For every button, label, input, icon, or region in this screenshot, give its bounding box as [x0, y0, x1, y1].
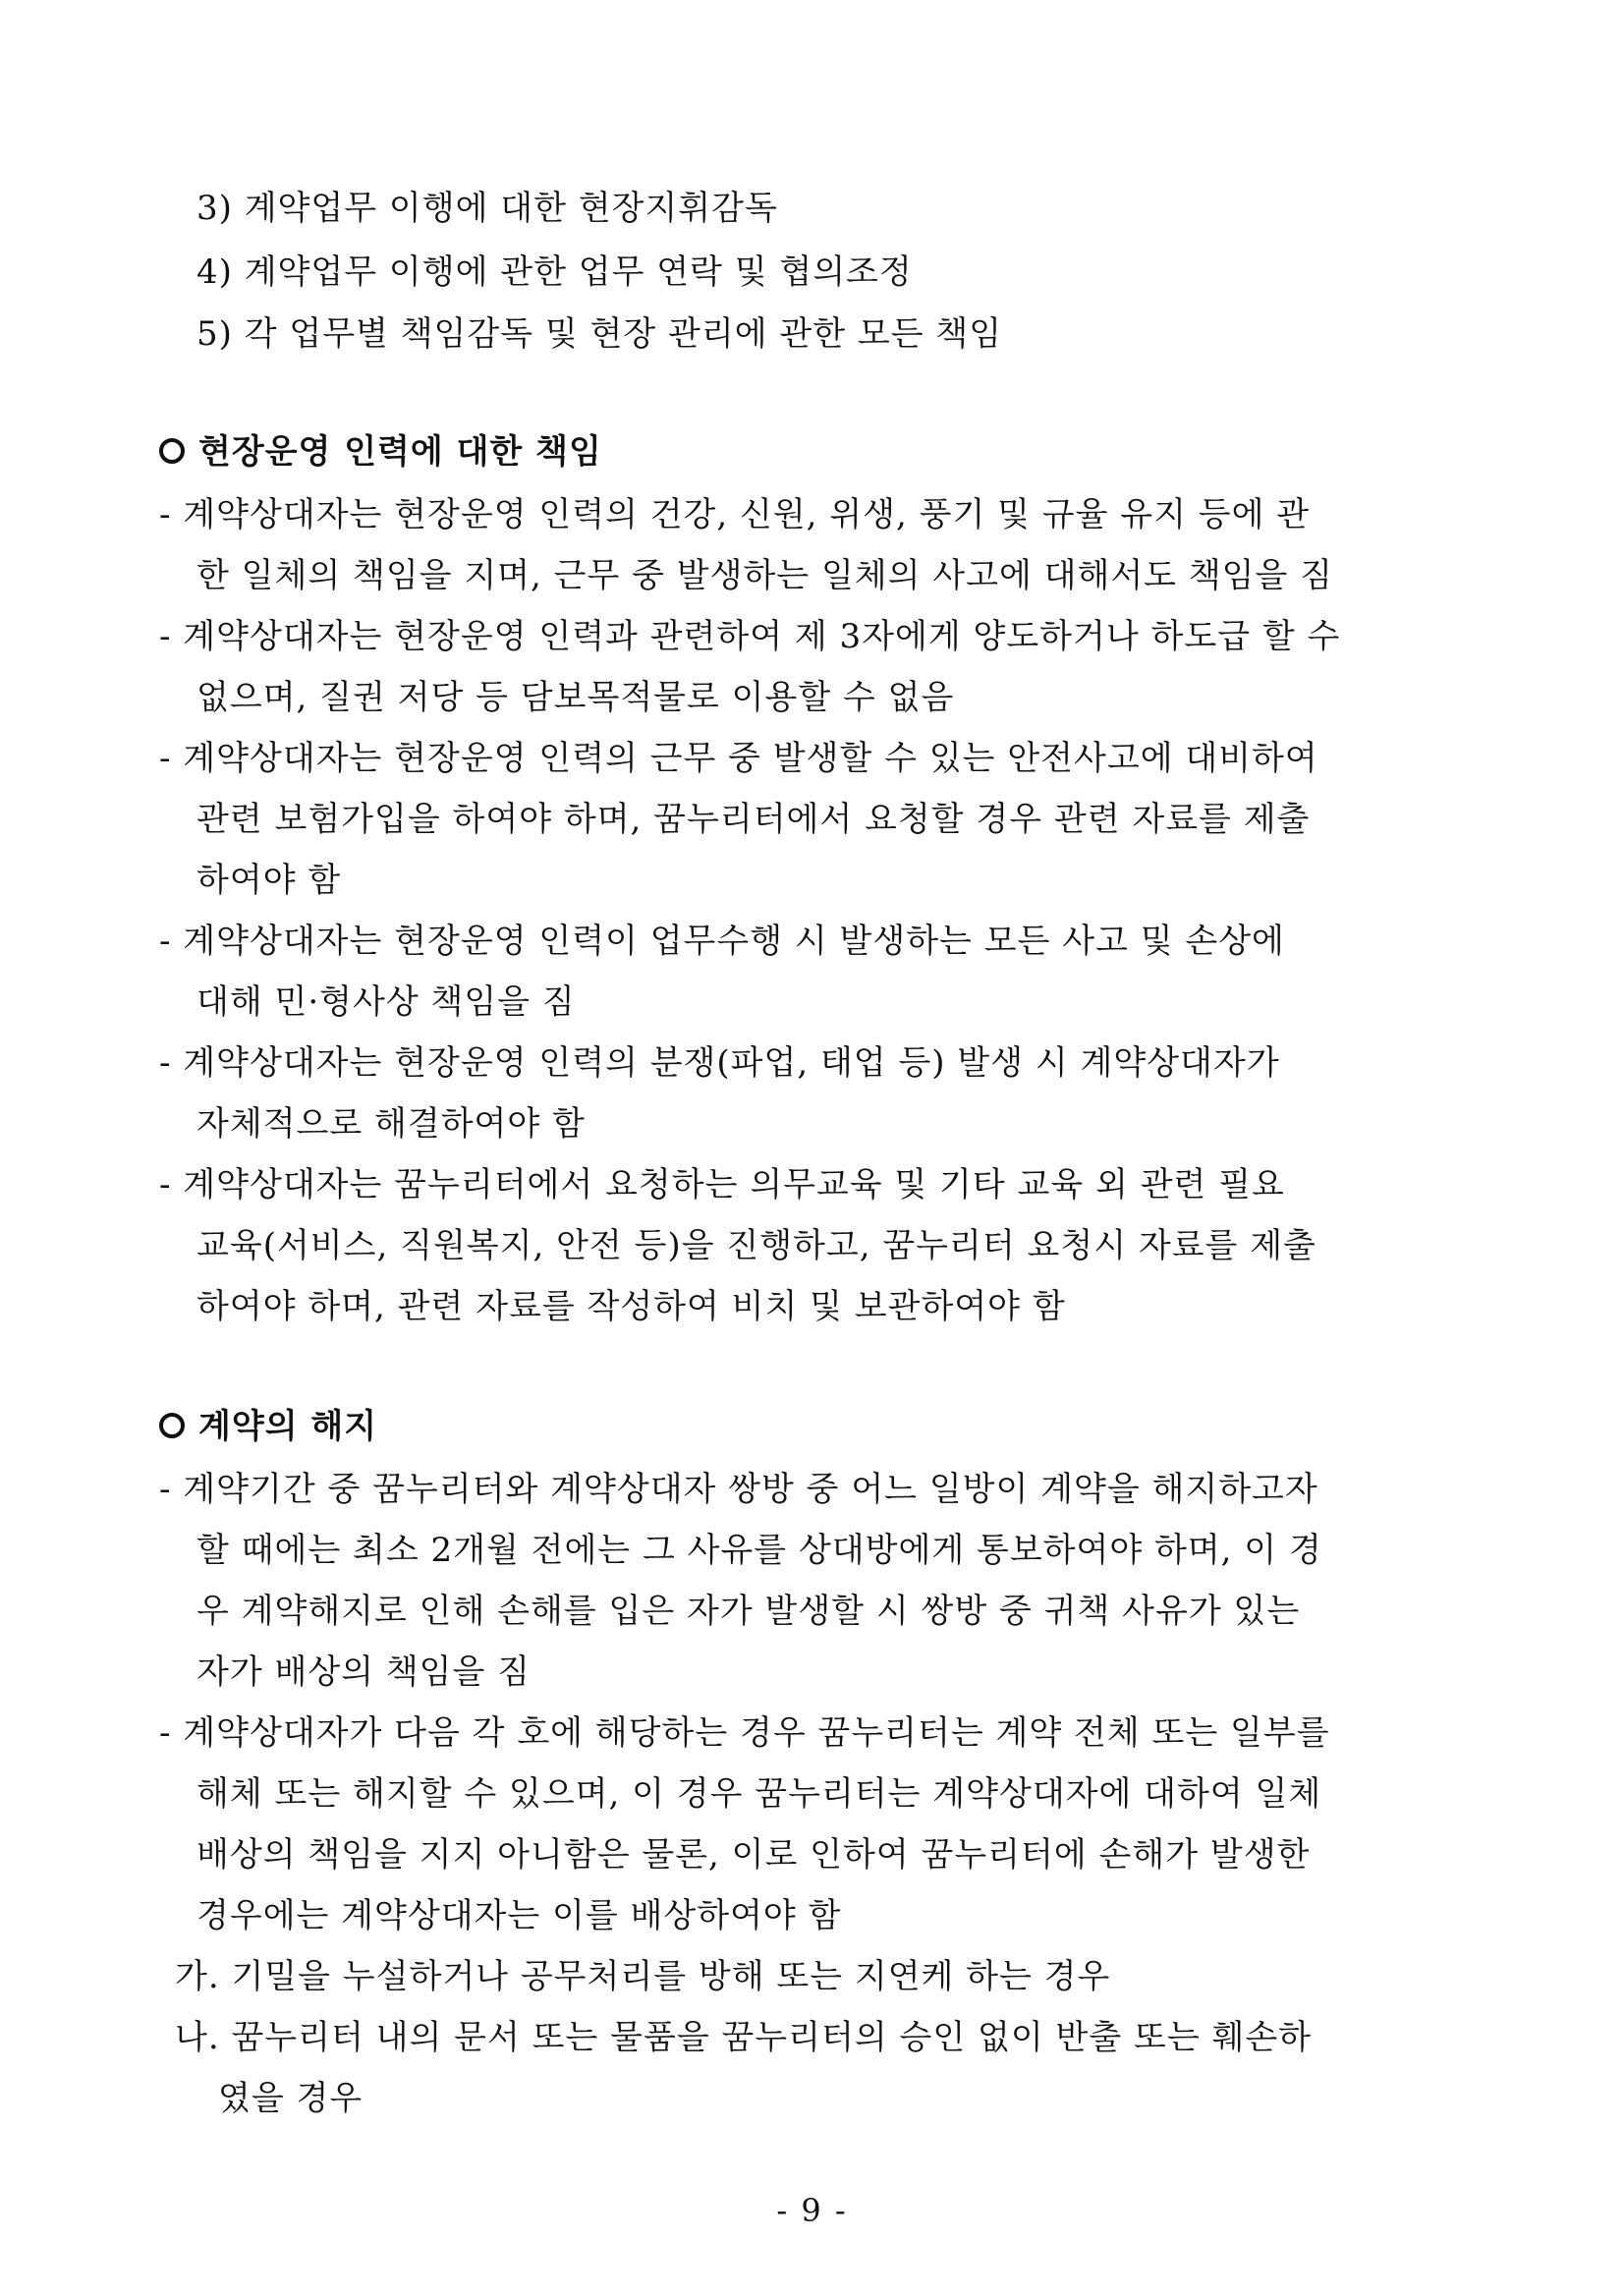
paragraph-line: - 계약상대자는 현장운영 인력이 업무수행 시 발생하는 모든 사고 및 손상에 — [159, 922, 1285, 961]
paragraph-line: 였을 경우 — [218, 2079, 364, 2118]
circle-bullet-icon — [159, 1413, 185, 1438]
paragraph-line: - 계약상대자가 다음 각 호에 해당하는 경우 꿈누리터는 계약 전체 또는 일부를 — [159, 1713, 1330, 1753]
paragraph-line: 우 계약해지로 인해 손해를 입은 자가 발생할 시 쌍방 중 귀책 사유가 있는 — [196, 1592, 1301, 1631]
paragraph-line: 없으며, 질권 저당 등 담보목적물로 이용할 수 없음 — [196, 678, 955, 717]
paragraph-line: - 계약상대자는 현장운영 인력의 건강, 신원, 위생, 풍기 및 규율 유지 등에 관 — [159, 495, 1311, 534]
list-item-4: 4) 계약업무 이행에 관한 업무 연락 및 협의조정 — [196, 252, 913, 292]
section-heading-text: 계약의 해지 — [198, 1407, 378, 1446]
paragraph-line: 대해 민·형사상 책임을 짐 — [196, 982, 576, 1022]
paragraph-line: 관련 보험가입을 하여야 하며, 꿈누리터에서 요청할 경우 관련 자료를 제출 — [196, 800, 1311, 839]
paragraph-line: 배상의 책임을 지지 아니함은 물론, 이로 인하여 꿈누리터에 손해가 발생한 — [196, 1835, 1311, 1875]
paragraph-line: 하여야 함 — [196, 861, 342, 900]
paragraph-line: - 계약상대자는 현장운영 인력의 분쟁(파업, 태업 등) 발생 시 계약상대자가 — [159, 1043, 1280, 1083]
paragraph-line: - 계약상대자는 꿈누리터에서 요청하는 의무교육 및 기타 교육 외 관련 필요 — [159, 1165, 1285, 1204]
paragraph-line: 자체적으로 해결하여야 함 — [196, 1104, 586, 1144]
paragraph-line: 한 일체의 책임을 지며, 근무 중 발생하는 일체의 사고에 대해서도 책임을 짐 — [196, 556, 1334, 595]
section-heading-text: 현장운영 인력에 대한 책임 — [198, 432, 602, 472]
section-heading-personnel-responsibility — [159, 430, 602, 474]
list-item-5: 5) 각 업무별 책임감독 및 현장 관리에 관한 모든 책임 — [196, 314, 1003, 354]
circle-bullet-icon — [159, 438, 185, 464]
paragraph-line: 교육(서비스, 직원복지, 안전 등)을 진행하고, 꿈누리터 요청시 자료를 제출 — [196, 1226, 1316, 1265]
page-number: - 9 - — [776, 2192, 848, 2229]
paragraph-line: 할 때에는 최소 2개월 전에는 그 사유를 상대방에게 통보하여야 하며, 이 경 — [196, 1531, 1322, 1570]
paragraph-line: 해체 또는 해지할 수 있으며, 이 경우 꿈누리터는 계약상대자에 대하여 일체 — [196, 1774, 1322, 1814]
section-heading-contract-termination — [159, 1405, 377, 1448]
paragraph-line: - 계약상대자는 현장운영 인력과 관련하여 제 3자에게 양도하거나 하도급 할 수 — [159, 617, 1341, 656]
paragraph-line: 하여야 하며, 관련 자료를 작성하여 비치 및 보관하여야 함 — [196, 1287, 1066, 1326]
paragraph-line: 가. 기밀을 누설하거나 공무처리를 방해 또는 지연케 하는 경우 — [175, 1957, 1111, 1996]
paragraph-line: 경우에는 계약상대자는 이를 배상하여야 함 — [196, 1896, 842, 1935]
paragraph-line: 나. 꿈누리터 내의 문서 또는 물품을 꿈누리터의 승인 없이 반출 또는 훼손하 — [175, 2018, 1313, 2057]
paragraph-line: - 계약기간 중 꿈누리터와 계약상대자 쌍방 중 어느 일방이 계약을 해지하고자 — [159, 1470, 1318, 1509]
paragraph-line: 자가 배상의 책임을 짐 — [196, 1652, 532, 1692]
list-item-3: 3) 계약업무 이행에 대한 현장지휘감독 — [196, 189, 778, 228]
paragraph-line: - 계약상대자는 현장운영 인력의 근무 중 발생할 수 있는 안전사고에 대비하여 — [159, 739, 1318, 778]
